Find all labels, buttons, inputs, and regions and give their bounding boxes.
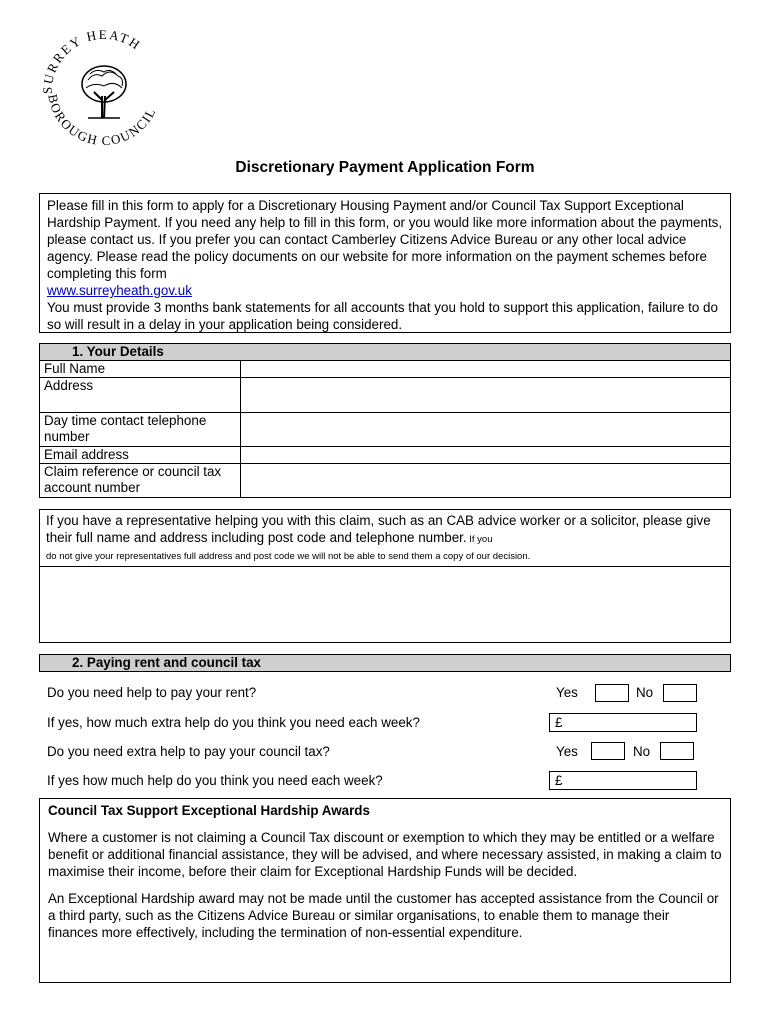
logo-text-top: SURREY HEATH bbox=[39, 30, 145, 95]
ctax-no-checkbox[interactable] bbox=[660, 742, 694, 760]
rent-no-checkbox[interactable] bbox=[663, 684, 697, 702]
full-name-field[interactable] bbox=[241, 361, 731, 378]
council-tax-help-question: Do you need extra help to pay your council tax? bbox=[47, 744, 330, 759]
ctax-yes-label: Yes bbox=[556, 744, 578, 759]
ctax-yes-checkbox[interactable] bbox=[591, 742, 625, 760]
council-logo bbox=[38, 30, 170, 150]
your-details-table bbox=[39, 343, 731, 498]
section-1-heading: 1. Your Details bbox=[40, 344, 731, 361]
intro-text: Please fill in this form to apply for a Discretionary Housing Payment and/or Council Tax Support Exceptional Hardship Payment. If you need any help to fill in this form, or you would like more information about the payments, please contact us. If you prefer you can contact Camberley Citizens Advice Bureau or any other local advice agency. Please read the policy documents on our website for more information on the payment schemes before completing this form bbox=[47, 198, 723, 281]
bank-statement-notice: You must provide 3 months bank statements for all accounts that you hold to support this application, failure to do so will result in a delay in your application being considered. bbox=[47, 300, 718, 332]
form-title: Discretionary Payment Application Form bbox=[235, 159, 535, 176]
representative-details-field[interactable] bbox=[40, 567, 730, 657]
hardship-paragraph-2: An Exceptional Hardship award may not be made until the customer has accepted assistance from the Council or a third party, such as the Citizens Advice Bureau or similar organisations, to enable them to manage their finances more effectively, including the termination of non-essential expenditure. bbox=[48, 891, 719, 940]
website-link[interactable]: www.surreyheath.gov.uk bbox=[47, 283, 192, 298]
council-tax-amount-question: If yes how much help do you think you need each week? bbox=[47, 773, 383, 788]
tree-icon bbox=[82, 66, 126, 118]
phone-field[interactable] bbox=[241, 413, 731, 447]
rent-help-question: Do you need help to pay your rent? bbox=[47, 685, 257, 700]
phone-label: Day time contact telephone number bbox=[40, 413, 241, 447]
ctax-no-label: No bbox=[633, 744, 651, 759]
rent-amount-field[interactable]: £ bbox=[549, 713, 697, 732]
address-label: Address bbox=[40, 378, 241, 413]
rent-no-label: No bbox=[636, 685, 654, 700]
claim-ref-label: Claim reference or council tax account number bbox=[40, 464, 241, 498]
council-tax-amount-field[interactable]: £ bbox=[549, 771, 697, 790]
logo-text-bottom: BOROUGH COUNCIL bbox=[45, 92, 159, 149]
rent-yes-label: Yes bbox=[556, 685, 578, 700]
full-name-label: Full Name bbox=[40, 361, 241, 378]
rent-amount-question: If yes, how much extra help do you think you need each week? bbox=[47, 715, 420, 730]
email-field[interactable] bbox=[241, 447, 731, 464]
address-field[interactable] bbox=[241, 378, 731, 413]
representative-small-print: do not give your representatives full address and post code we will not be able to send them a copy of our decision. bbox=[46, 551, 531, 562]
hardship-paragraph-1: Where a customer is not claiming a Council Tax discount or exemption to which they may be entitled or a welfare benefit or additional financial assistance, they will be advised, and where necessary assisted, in making a claim to maximise their income, before their claim for Exceptional Hardship Funds will be decided. bbox=[48, 830, 722, 879]
email-label: Email address bbox=[40, 447, 241, 464]
hardship-awards-box bbox=[39, 798, 731, 983]
intro-box bbox=[39, 193, 731, 333]
representative-box bbox=[39, 509, 731, 643]
hardship-heading: Council Tax Support Exceptional Hardship Awards bbox=[48, 803, 370, 818]
section-2-heading: 2. Paying rent and council tax bbox=[39, 654, 731, 672]
rent-yes-checkbox[interactable] bbox=[595, 684, 629, 702]
claim-ref-field[interactable] bbox=[241, 464, 731, 498]
representative-instructions: If you have a representative helping you with this claim, such as an CAB advice worker or a solicitor, please give their full name and address including post code and telephone number. If you do not give your representatives full address and post code we will not be able to send them a copy of our decision. bbox=[40, 510, 730, 567]
